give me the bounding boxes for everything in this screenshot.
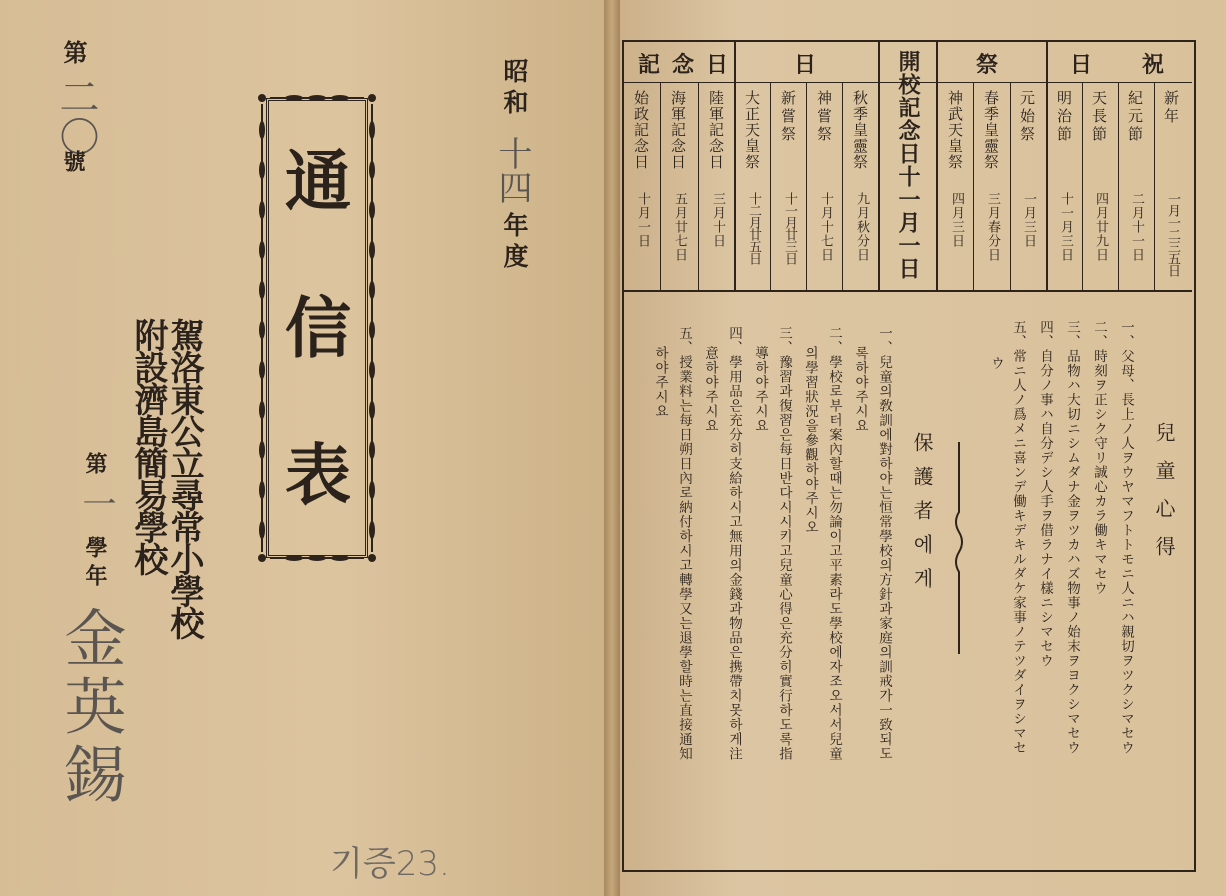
holiday-date: 十一月廿三日: [782, 192, 797, 264]
title-char-3: 表: [285, 436, 351, 514]
holiday-name: 神武天皇祭: [946, 90, 964, 170]
document-number-prefix: 第: [59, 40, 88, 64]
holiday-name: 神嘗祭: [815, 90, 833, 144]
student-name-handwritten: 金英錫: [54, 606, 127, 810]
col-line: [698, 82, 699, 290]
title-frame: [258, 90, 376, 566]
holiday-date: 四月三日: [949, 192, 964, 248]
book-spine: [604, 0, 620, 896]
col-line: [660, 82, 661, 290]
era-year-handwritten: 十四: [492, 136, 532, 204]
holiday-name: 陸軍記念日: [707, 90, 725, 170]
guardian-note-line: 一、兒童의敎訓에對하야는恒常學校의方針과家庭의訓戒가一致되도: [876, 326, 892, 761]
header-sai: 祭: [976, 52, 999, 78]
grade-suffix: 學年: [82, 536, 108, 592]
header-kinenbi: 記念日: [638, 52, 741, 78]
document-number-handwritten: 二〇: [53, 76, 99, 156]
holiday-date: 十月十七日: [818, 192, 833, 262]
holiday-date: 三月春分日: [985, 192, 1000, 262]
col-line: [842, 82, 843, 290]
era-year-suffix: 年度: [500, 212, 529, 274]
header-kaiko: 開校記念日十一月一日: [895, 50, 921, 280]
guardian-note-line: 四、學用品은充分히支給하시고無用의金錢과物品은携帶치못하게注: [726, 326, 742, 761]
holiday-name: 明治節: [1055, 90, 1073, 144]
guardian-note-line: 意하야주시요: [702, 346, 718, 433]
guardian-notes-title: 保護者에게: [910, 432, 934, 602]
child-guide-line: 三、品物ハ大切ニシムダナ金ヲツカハズ物事ノ始末ヲヨクシマセウ: [1064, 320, 1080, 755]
child-guide-line: 一、父母、長上ノ人ヲウヤマフトトモニ人ニハ親切ヲツクシマセウ: [1118, 320, 1134, 755]
school-name-main: 駕洛東公立尋常小學校: [164, 318, 204, 638]
guardian-note-line: 하야주시요: [652, 346, 668, 419]
col-line: [1154, 82, 1155, 290]
child-guide-line: 五、常ニ人ノ爲メニ喜ンデ働キデキルダケ家事ノテツダイヲシマセ: [1010, 320, 1026, 755]
holiday-name: 天長節: [1090, 90, 1108, 144]
divider-kaiko: [878, 40, 880, 290]
holiday-name: 海軍記念日: [669, 90, 687, 170]
guardian-note-line: 의學習狀況을參觀하야주시오: [802, 346, 818, 535]
title-char-1: 通: [285, 142, 351, 220]
holiday-header-row-line-left: [622, 82, 936, 83]
catalog-note: 기증23.: [330, 844, 450, 884]
holiday-date: 九月秋分日: [854, 192, 869, 262]
header-shukujitsu-b: 日: [1070, 52, 1093, 78]
header-shukujitsu-a: 祝: [1142, 52, 1165, 78]
guardian-note-line: 導하야주시요: [752, 346, 768, 433]
col-line: [770, 82, 771, 290]
holiday-name: 元始祭: [1018, 90, 1036, 144]
col-line: [806, 82, 807, 290]
holiday-date: 十二月廿五日: [746, 192, 761, 264]
divider-shukujitsu: [1046, 40, 1048, 290]
holiday-section-bottom-line: [622, 290, 1192, 292]
section-divider: [948, 442, 970, 654]
holiday-name: 秋季皇靈祭: [851, 90, 869, 170]
document-number-suffix: 號: [60, 150, 86, 172]
title-char-2: 信: [285, 289, 351, 367]
holiday-name: 新嘗祭: [779, 90, 797, 144]
col-line: [1010, 82, 1011, 290]
grade-prefix: 第: [82, 452, 108, 474]
divider-sai: [936, 40, 938, 290]
guardian-note-line: 五、授業料는每日朔日內로納付하시고轉學又는退學할時는直接通知: [676, 326, 692, 761]
holiday-date: 五月廿七日: [672, 192, 687, 262]
grade-handwritten: 一: [76, 486, 116, 520]
holiday-name: 始政記念日: [632, 90, 650, 170]
child-guide-line: 四、自分ノ事ハ自分デシ人手ヲ借ラナイ樣ニシマセウ: [1037, 320, 1053, 668]
guardian-note-line: 록하야주시요: [852, 346, 868, 433]
holiday-date: 十月一日: [635, 192, 650, 248]
school-name-annex: 附設濟島簡易學校: [128, 318, 168, 574]
col-line: [973, 82, 974, 290]
child-guide-line: 二、時刻ヲ正シク守リ誠心カラ働キマセウ: [1091, 320, 1107, 596]
holiday-date: 三月十日: [710, 192, 725, 248]
col-line: [1118, 82, 1119, 290]
guardian-note-line: 二、學校로부터案內할때는勿論이고平素라도學校에자조오서서兒童: [826, 326, 842, 761]
era-label: 昭和: [500, 58, 529, 120]
col-line: [1082, 82, 1083, 290]
holiday-name: 大正天皇祭: [743, 90, 761, 170]
guardian-note-line: 三、豫習과復習은每日반다시시키고兒童心得은充分히實行하도록指: [776, 326, 792, 761]
holiday-date: 四月廿九日: [1093, 192, 1108, 262]
holiday-name: 春季皇靈祭: [982, 90, 1000, 170]
child-guide-line: ウ: [988, 356, 1004, 371]
holiday-name: 紀元節: [1126, 90, 1144, 144]
holiday-date: 十一月三日: [1058, 192, 1073, 262]
holiday-date: 一月一二三五日: [1165, 192, 1180, 276]
header-nichi: 日: [794, 52, 817, 78]
holiday-date: 二月十一日: [1129, 192, 1144, 262]
holiday-name: 新年: [1162, 90, 1180, 126]
holiday-date: 一月三日: [1021, 192, 1036, 248]
child-guide-title: 兒童心得: [1152, 422, 1176, 574]
